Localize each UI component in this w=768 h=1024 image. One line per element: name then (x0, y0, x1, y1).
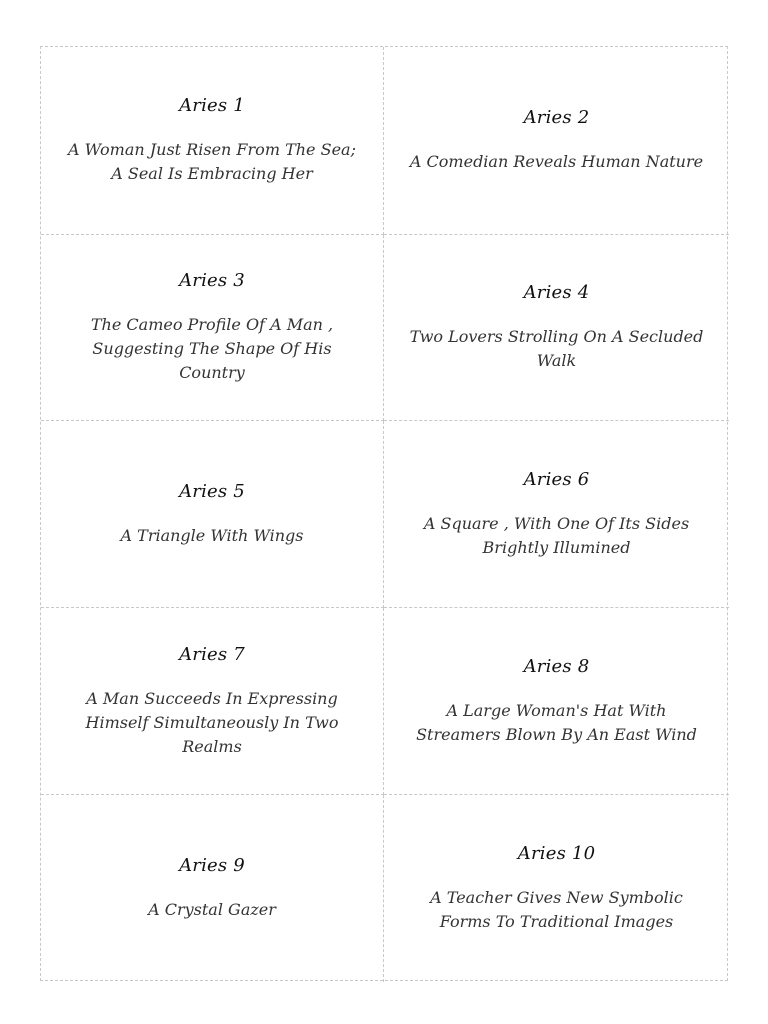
card-title: Aries 7 (179, 643, 245, 665)
card-aries-4 (384, 235, 729, 421)
card-text: A Comedian Reveals Human Nature (409, 152, 704, 171)
card-aries-8 (384, 608, 729, 795)
card-title: Aries 6 (523, 468, 590, 490)
card-text: A Teacher Gives New Symbolic Forms To Traditional Images (430, 888, 683, 931)
card-aries-10 (384, 795, 729, 982)
card-text: A Large Woman's Hat With Streamers Blown By An East Wind (416, 700, 697, 744)
card-aries-9 (41, 795, 384, 982)
card-aries-7 (41, 608, 384, 795)
card-aries-3 (41, 235, 384, 421)
card-text: A Square , With One Of Its Sides Brightly Illumined (423, 513, 690, 557)
card-title: Aries 5 (179, 480, 245, 502)
card-title: Aries 9 (179, 855, 245, 876)
card-sheet (40, 46, 728, 981)
card-title: Aries 10 (517, 843, 596, 864)
card-aries-1 (41, 47, 384, 235)
card-title: Aries 8 (523, 655, 590, 677)
card-text: Two Lovers Strolling On A Secluded Walk (409, 327, 704, 370)
card-text: A Woman Just Risen From The Sea; A Seal Is Embracing Her (68, 140, 356, 183)
card-aries-6 (384, 421, 729, 608)
card-aries-2 (384, 47, 729, 235)
card-title: Aries 1 (179, 95, 245, 116)
card-text: A Crystal Gazer (148, 900, 276, 919)
card-title: Aries 3 (179, 270, 245, 291)
card-text: A Triangle With Wings (120, 525, 304, 545)
card-title: Aries 4 (523, 282, 590, 303)
card-title: Aries 2 (523, 107, 590, 128)
card-text: The Cameo Profile Of A Man , Suggesting The Shape Of His Country (90, 315, 334, 382)
card-aries-5 (41, 421, 384, 608)
card-text: A Man Succeeds In Expressing Himself Simultaneously In Two Realms (85, 688, 339, 756)
